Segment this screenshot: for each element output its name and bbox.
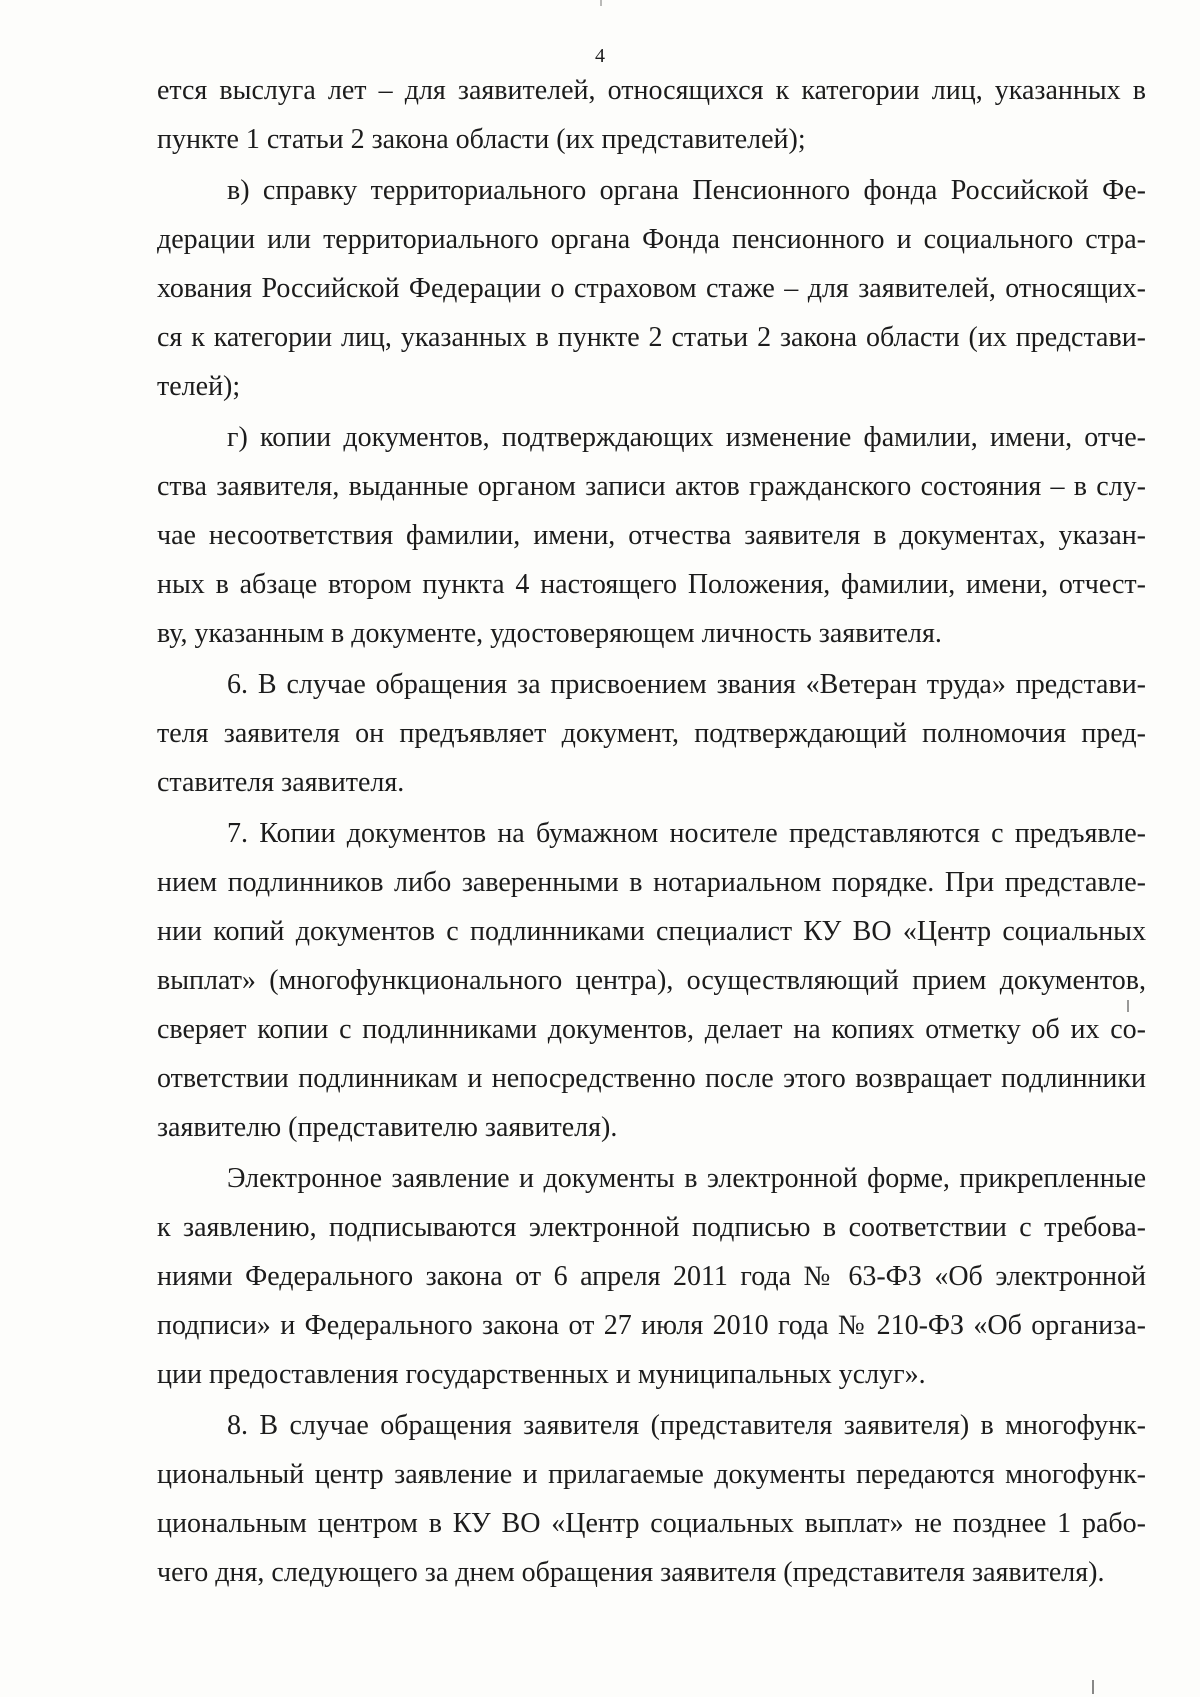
text-line: выплат» (многофункционального центра), осуществляющий прием документов, [157, 965, 1146, 996]
text-line: ставителя заявителя. [157, 767, 405, 798]
text-line: ву, указанным в документе, удостоверяющем личность заявителя. [157, 618, 942, 649]
text-line: чае несоответствия фамилии, имени, отчества заявителя в документах, указан- [157, 520, 1146, 551]
paragraph-item-v [157, 166, 1146, 411]
paragraph-section-7 [157, 809, 1146, 1152]
text-line: циональный центр заявление и прилагаемые документы передаются многофунк- [157, 1459, 1146, 1490]
text-line: 8. В случае обращения заявителя (представителя заявителя) в многофунк- [227, 1410, 1146, 1441]
text-line: сверяет копии с подлинниками документов, делает на копиях отметку об их со- [157, 1014, 1146, 1045]
text-line: ных в абзаце втором пункта 4 настоящего Положения, фамилии, имени, отчест- [157, 569, 1146, 600]
text-line: подписи» и Федерального закона от 27 июля 2010 года № 210-ФЗ «Об организа- [157, 1310, 1146, 1341]
text-line: нии копий документов с подлинниками специалист КУ ВО «Центр социальных [157, 916, 1146, 947]
text-line: ется выслуга лет – для заявителей, относящихся к категории лиц, указанных в [157, 75, 1146, 106]
text-line: Электронное заявление и документы в электронной форме, прикрепленные [227, 1163, 1146, 1194]
paragraph-section-6 [157, 660, 1146, 807]
scan-artifact [1127, 1000, 1129, 1012]
document-body [157, 66, 1146, 1597]
text-line: ся к категории лиц, указанных в пункте 2 статьи 2 закона области (их представи- [157, 322, 1146, 353]
text-line: 6. В случае обращения за присвоением звания «Ветеран труда» представи- [227, 669, 1146, 700]
text-line: нием подлинников либо заверенными в нотариальном порядке. При представле- [157, 867, 1146, 898]
paragraph-section-8 [157, 1401, 1146, 1597]
text-line: ства заявителя, выданные органом записи актов гражданского состояния – в слу- [157, 471, 1146, 502]
text-line: дерации или территориального органа Фонда пенсионного и социального стра- [157, 224, 1146, 255]
text-line: г) копии документов, подтверждающих изменение фамилии, имени, отче- [227, 422, 1146, 453]
paragraph-continuation [157, 66, 1146, 164]
text-line: телей); [157, 371, 241, 402]
text-line: пункте 1 статьи 2 закона области (их представителей); [157, 124, 806, 155]
text-line: ции предоставления государственных и муниципальных услуг». [157, 1359, 926, 1390]
text-line: заявителю (представителю заявителя). [157, 1112, 618, 1143]
text-line: теля заявителя он предъявляет документ, подтверждающий полномочия пред- [157, 718, 1146, 749]
scan-artifact [1092, 1680, 1094, 1694]
text-line: ответствии подлинникам и непосредственно после этого возвращает подлинники [157, 1063, 1146, 1094]
text-line: ниями Федерального закона от 6 апреля 2011 года № 63-ФЗ «Об электронной [157, 1261, 1146, 1292]
text-line: хования Российской Федерации о страховом стаже – для заявителей, относящих- [157, 273, 1146, 304]
scan-artifact [600, 0, 602, 6]
text-line: в) справку территориального органа Пенсионного фонда Российской Фе- [227, 175, 1146, 206]
paragraph-item-g [157, 413, 1146, 658]
page-number: 4 [595, 45, 605, 67]
text-line: к заявлению, подписываются электронной подписью в соответствии с требова- [157, 1212, 1146, 1243]
paragraph-electronic-signature [157, 1154, 1146, 1399]
text-line: циональным центром в КУ ВО «Центр социальных выплат» не позднее 1 рабо- [157, 1508, 1146, 1539]
text-line: чего дня, следующего за днем обращения заявителя (представителя заявителя). [157, 1557, 1105, 1588]
text-line: 7. Копии документов на бумажном носителе представляются с предъявле- [227, 818, 1146, 849]
